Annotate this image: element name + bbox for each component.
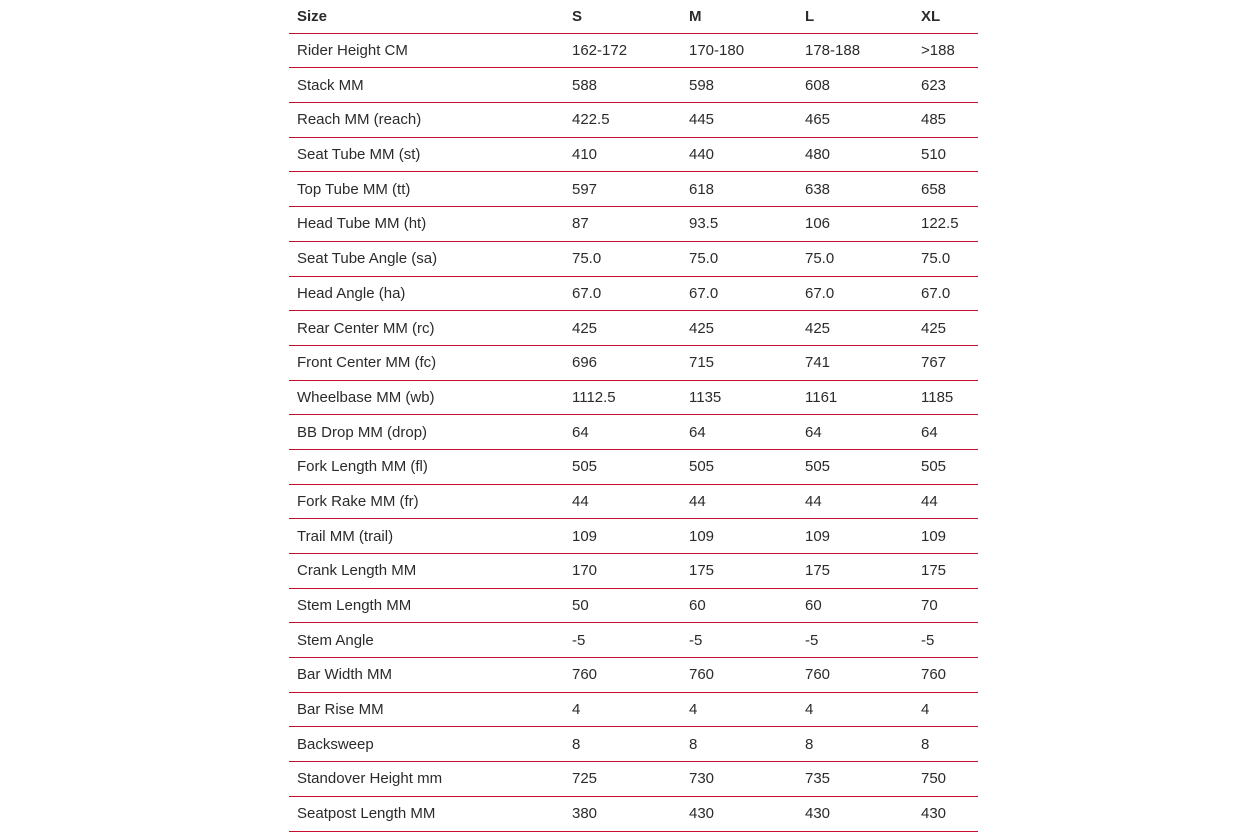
table-cell: 425 (572, 311, 689, 346)
table-cell: 1135 (689, 380, 805, 415)
table-cell: 380 (572, 796, 689, 831)
table-cell: 109 (805, 519, 921, 554)
table-cell: 715 (689, 345, 805, 380)
table-cell: 760 (689, 658, 805, 693)
table-cell: 64 (805, 415, 921, 450)
table-cell: 8 (921, 727, 978, 762)
table-cell: -5 (572, 623, 689, 658)
table-cell: 658 (921, 172, 978, 207)
table-row (289, 449, 978, 484)
row-label: Seat Tube MM (st) (289, 137, 572, 172)
table-cell: 8 (572, 727, 689, 762)
table-cell: 430 (689, 796, 805, 831)
table-row (289, 692, 978, 727)
table-cell: 67.0 (572, 276, 689, 311)
table-cell: 44 (572, 484, 689, 519)
table-cell: 505 (805, 449, 921, 484)
table-cell: 730 (689, 762, 805, 797)
table-cell: 175 (805, 554, 921, 589)
header-cell-xl: XL (921, 0, 978, 33)
table-row (289, 554, 978, 589)
table-cell: 44 (921, 484, 978, 519)
table-cell: 87 (572, 207, 689, 242)
table-cell: 735 (805, 762, 921, 797)
table-cell: 597 (572, 172, 689, 207)
row-label: Head Angle (ha) (289, 276, 572, 311)
row-label: Fork Rake MM (fr) (289, 484, 572, 519)
table-cell: 8 (689, 727, 805, 762)
row-label: Top Tube MM (tt) (289, 172, 572, 207)
table-header (289, 0, 978, 33)
geometry-table (289, 0, 978, 832)
header-cell-s: S (572, 0, 689, 33)
table-row (289, 762, 978, 797)
row-label: Seatpost Length MM (289, 796, 572, 831)
table-cell: 175 (921, 554, 978, 589)
table-row (289, 588, 978, 623)
table-cell: -5 (689, 623, 805, 658)
table-cell: -5 (921, 623, 978, 658)
table-cell: 1185 (921, 380, 978, 415)
table-row (289, 658, 978, 693)
table-row (289, 727, 978, 762)
table-cell: 425 (921, 311, 978, 346)
table-cell: 741 (805, 345, 921, 380)
row-label: Seat Tube Angle (sa) (289, 241, 572, 276)
table-cell: 760 (572, 658, 689, 693)
table-cell: 750 (921, 762, 978, 797)
table-row (289, 796, 978, 831)
row-label: Rider Height CM (289, 33, 572, 68)
table-cell: 109 (689, 519, 805, 554)
row-label: Bar Width MM (289, 658, 572, 693)
table-cell: 178-188 (805, 33, 921, 68)
table-row (289, 33, 978, 68)
table-cell: 4 (572, 692, 689, 727)
table-body (289, 33, 978, 831)
table-cell: 623 (921, 68, 978, 103)
table-cell: 109 (572, 519, 689, 554)
table-cell: 505 (921, 449, 978, 484)
table-cell: 60 (805, 588, 921, 623)
row-label: Stem Angle (289, 623, 572, 658)
row-label: Stem Length MM (289, 588, 572, 623)
table-cell: 4 (921, 692, 978, 727)
table-cell: 425 (689, 311, 805, 346)
table-cell: 109 (921, 519, 978, 554)
table-row (289, 380, 978, 415)
table-row (289, 103, 978, 138)
row-label: Standover Height mm (289, 762, 572, 797)
row-label: Rear Center MM (rc) (289, 311, 572, 346)
table-cell: 64 (921, 415, 978, 450)
table-cell: 50 (572, 588, 689, 623)
table-cell: 4 (805, 692, 921, 727)
table-cell: 67.0 (689, 276, 805, 311)
table-row (289, 484, 978, 519)
row-label: Crank Length MM (289, 554, 572, 589)
table-row (289, 311, 978, 346)
table-cell: 64 (572, 415, 689, 450)
header-row (289, 0, 978, 33)
table-cell: 430 (805, 796, 921, 831)
table-cell: 598 (689, 68, 805, 103)
table-cell: >188 (921, 33, 978, 68)
row-label: Front Center MM (fc) (289, 345, 572, 380)
table-cell: 480 (805, 137, 921, 172)
table-cell: 106 (805, 207, 921, 242)
table-cell: 588 (572, 68, 689, 103)
table-cell: 767 (921, 345, 978, 380)
table-cell: 440 (689, 137, 805, 172)
table-cell: 170-180 (689, 33, 805, 68)
table-cell: 638 (805, 172, 921, 207)
table-cell: 175 (689, 554, 805, 589)
table-cell: 64 (689, 415, 805, 450)
table-cell: 696 (572, 345, 689, 380)
table-row (289, 241, 978, 276)
table-row (289, 276, 978, 311)
row-label: Stack MM (289, 68, 572, 103)
table-cell: 760 (805, 658, 921, 693)
table-cell: 122.5 (921, 207, 978, 242)
row-label: Trail MM (trail) (289, 519, 572, 554)
table-row (289, 519, 978, 554)
table-cell: 4 (689, 692, 805, 727)
row-label: Reach MM (reach) (289, 103, 572, 138)
table-cell: 485 (921, 103, 978, 138)
table-row (289, 207, 978, 242)
table-cell: 44 (805, 484, 921, 519)
table-cell: 75.0 (805, 241, 921, 276)
header-cell-l: L (805, 0, 921, 33)
table-cell: 170 (572, 554, 689, 589)
table-cell: 70 (921, 588, 978, 623)
table-row (289, 137, 978, 172)
table-cell: 75.0 (689, 241, 805, 276)
table-cell: 608 (805, 68, 921, 103)
row-label: Backsweep (289, 727, 572, 762)
table-cell: -5 (805, 623, 921, 658)
table-row (289, 623, 978, 658)
table-cell: 505 (572, 449, 689, 484)
table-cell: 75.0 (921, 241, 978, 276)
row-label: Head Tube MM (ht) (289, 207, 572, 242)
row-label: Bar Rise MM (289, 692, 572, 727)
row-label: Wheelbase MM (wb) (289, 380, 572, 415)
table-cell: 410 (572, 137, 689, 172)
table-cell: 93.5 (689, 207, 805, 242)
table-cell: 425 (805, 311, 921, 346)
header-cell-size: Size (289, 0, 572, 33)
table-cell: 44 (689, 484, 805, 519)
table-cell: 430 (921, 796, 978, 831)
table-cell: 67.0 (805, 276, 921, 311)
table-row (289, 345, 978, 380)
row-label: Fork Length MM (fl) (289, 449, 572, 484)
table-cell: 618 (689, 172, 805, 207)
table-cell: 725 (572, 762, 689, 797)
table-row (289, 172, 978, 207)
table-cell: 422.5 (572, 103, 689, 138)
table-cell: 1112.5 (572, 380, 689, 415)
table-cell: 162-172 (572, 33, 689, 68)
table-cell: 510 (921, 137, 978, 172)
table-row (289, 415, 978, 450)
table-row (289, 68, 978, 103)
table-cell: 445 (689, 103, 805, 138)
table-cell: 465 (805, 103, 921, 138)
table-cell: 505 (689, 449, 805, 484)
table-cell: 75.0 (572, 241, 689, 276)
table-cell: 60 (689, 588, 805, 623)
row-label: BB Drop MM (drop) (289, 415, 572, 450)
table-cell: 67.0 (921, 276, 978, 311)
table-cell: 1161 (805, 380, 921, 415)
table-cell: 760 (921, 658, 978, 693)
table-cell: 8 (805, 727, 921, 762)
header-cell-m: M (689, 0, 805, 33)
